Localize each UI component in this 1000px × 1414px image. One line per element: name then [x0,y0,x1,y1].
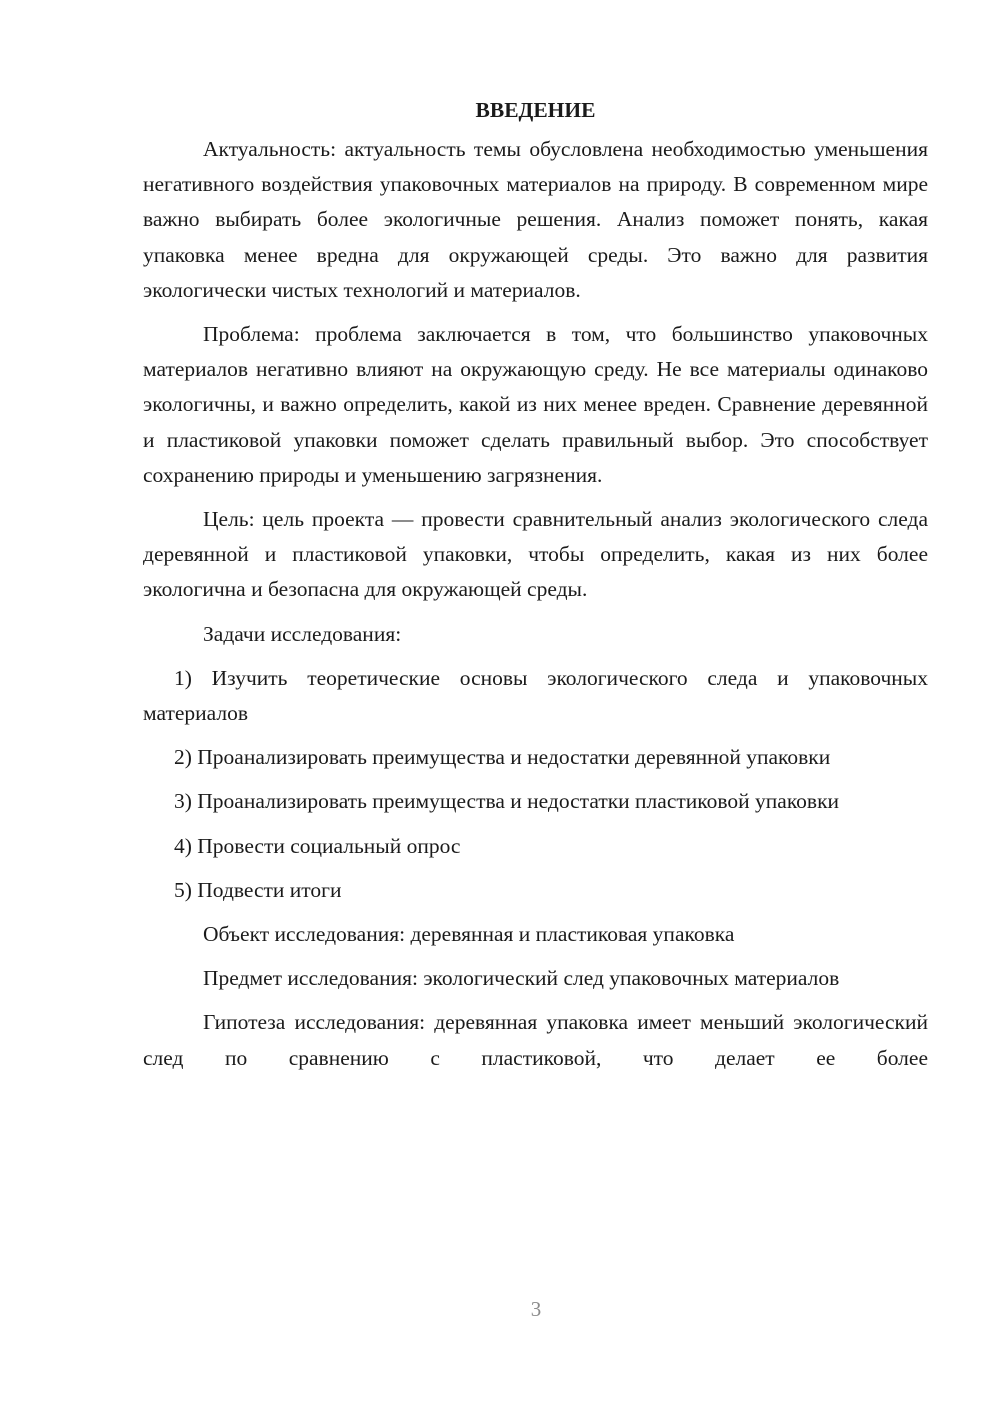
task-item-1: 1) Изучить теоретические основы экологического следа и упаковочных материалов [143,665,928,726]
section-title: ВВЕДЕНИЕ [475,98,596,122]
paragraph-problem: Проблема: проблема заключается в том, что большинство упаковочных материалов негативно влияют на окружающую среду. Не все материалы одинаково экологичны, и важно определить, какой из них менее вреден. Сравнение деревянной и пластиковой упаковки поможет сделать правильный выбор. Это способствует сохранению природы и уменьшению загрязнения. [143,322,928,487]
paragraph-tasks-heading: Задачи исследования: [203,621,402,646]
page-number: 3 [530,1297,542,1321]
paragraph-subject: Предмет исследования: экологический след упаковочных материалов [203,966,840,991]
task-item-2: 2) Проанализировать преимущества и недостатки деревянной упаковки [174,745,831,770]
task-item-4: 4) Провести социальный опрос [174,833,461,858]
paragraph-object: Объект исследования: деревянная и пластиковая упаковка [203,922,735,947]
paragraph-goal: Цель: цель проекта — провести сравнительный анализ экологического следа деревянной и пластиковой упаковки, чтобы определить, какая из них более экологична и безопасна для окружающей среды. [143,507,928,602]
paragraph-relevance: Актуальность: актуальность темы обусловлена необходимостью уменьшения негативного воздействия упаковочных материалов на природу. В современном мире важно выбирать более экологичные решения. Анализ поможет понять, какая упаковка менее вредна для окружающей среды. Это важно для развития экологически чистых технологий и материалов. [143,137,928,302]
document-page [143,92,928,1085]
task-item-3: 3) Проанализировать преимущества и недостатки пластиковой упаковки [174,789,840,814]
paragraph-hypothesis: Гипотеза исследования: деревянная упаковка имеет меньший экологический след по сравнению с пластиковой, что делает ее более [143,1010,928,1070]
task-item-5: 5) Подвести итоги [174,877,342,902]
